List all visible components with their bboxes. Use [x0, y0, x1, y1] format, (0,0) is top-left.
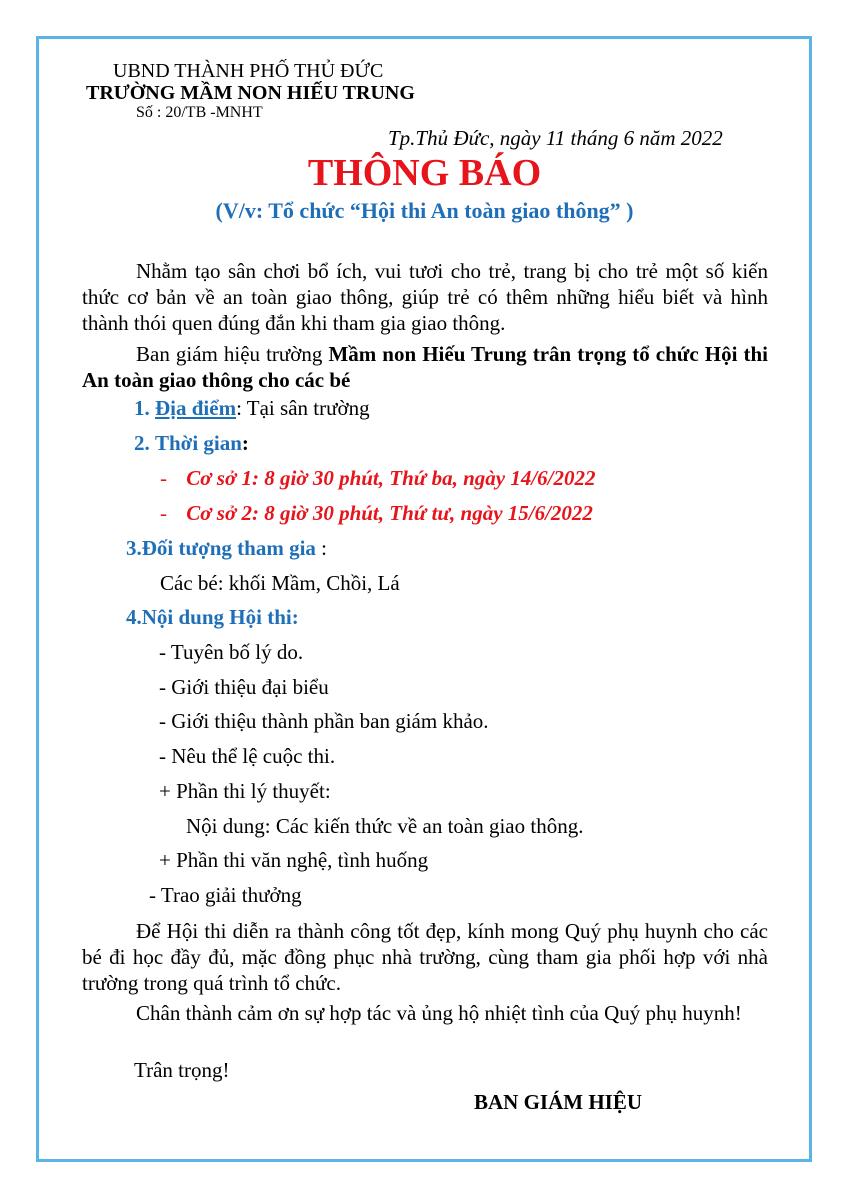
section-text: : Tại sân trường	[236, 396, 370, 420]
bullet-dash: -	[160, 466, 167, 490]
section-participants	[126, 536, 327, 561]
bullet-dash: -	[160, 501, 167, 525]
participants-text: Các bé: khối Mầm, Chồi, Lá	[160, 571, 400, 595]
announce-paragraph	[82, 341, 768, 393]
section-time	[134, 431, 249, 456]
content-item: + Phần thi văn nghệ, tình huống	[159, 848, 429, 872]
document-title: THÔNG BÁO	[307, 152, 542, 194]
announce-bold: Mầm non Hiếu Trung trân trọng tổ chức Hội thi An toàn giao thông cho các bé	[82, 342, 768, 392]
document-subtitle: (V/v: Tổ chức “Hội thi An toàn giao thông” )	[215, 198, 634, 223]
section-number: 1.	[134, 396, 150, 420]
thanks-paragraph: Chân thành cảm ơn sự hợp tác và ủng hộ nhiệt tình của Quý phụ huynh!	[136, 1001, 742, 1025]
section-location	[134, 396, 370, 421]
content-item: - Nêu thể lệ cuộc thi.	[159, 744, 336, 768]
section-number: 3.	[126, 536, 142, 560]
place-date: Tp.Thủ Đức, ngày 11 tháng 6 năm 2022	[388, 126, 723, 150]
time-item	[160, 501, 593, 526]
time-text: Cơ sở 1: 8 giờ 30 phút, Thứ ba, ngày 14/6/2022	[186, 466, 596, 490]
content-item: - Tuyên bố lý do.	[159, 640, 304, 664]
content-item: + Phần thi lý thuyết:	[159, 779, 331, 803]
time-text: Cơ sở 2: 8 giờ 30 phút, Thứ tư, ngày 15/6/2022	[186, 501, 593, 525]
section-number: 4.	[126, 605, 142, 629]
agency-name: UBND THÀNH PHỐ THỦ ĐỨC	[113, 60, 384, 82]
section-colon: :	[315, 536, 327, 560]
section-label: Địa điểm	[155, 396, 237, 420]
regards-text: Trân trọng!	[134, 1058, 230, 1082]
content-item: - Giới thiệu đại biểu	[159, 675, 329, 699]
section-label: Đối tượng tham gia	[141, 536, 316, 560]
content-item: - Giới thiệu thành phần ban giám khảo.	[159, 709, 489, 733]
intro-paragraph: Nhằm tạo sân chơi bổ ích, vui tươi cho trẻ, trang bị cho trẻ một số kiến thức cơ bản về an toàn giao thông, giúp trẻ có thêm những hiểu biết và hình thành thói quen đúng đắn khi tham gia giao thông.	[82, 259, 768, 335]
document-number: Số : 20/TB -MNHT	[136, 104, 263, 121]
content-item: Nội dung: Các kiến thức về an toàn giao thông.	[186, 814, 584, 838]
section-content	[126, 605, 299, 630]
section-colon: :	[241, 431, 249, 455]
section-number: 2.	[134, 431, 150, 455]
section-label: Nội dung Hội thi:	[141, 605, 299, 629]
content-item: - Trao giải thưởng	[149, 883, 302, 907]
time-item	[160, 466, 596, 491]
signature-title: BAN GIÁM HIỆU	[474, 1090, 643, 1114]
school-name: TRƯỜNG MẦM NON HIẾU TRUNG	[86, 82, 415, 104]
announce-prefix: Ban giám hiệu trường	[136, 342, 329, 366]
closing-paragraph: Để Hội thi diễn ra thành công tốt đẹp, kính mong Quý phụ huynh cho các bé đi học đầy đủ, mặc đồng phục nhà trường, cùng tham gia phối hợp với nhà trường trong quá trình tổ chức.	[82, 919, 768, 995]
section-label: Thời gian	[155, 431, 242, 455]
